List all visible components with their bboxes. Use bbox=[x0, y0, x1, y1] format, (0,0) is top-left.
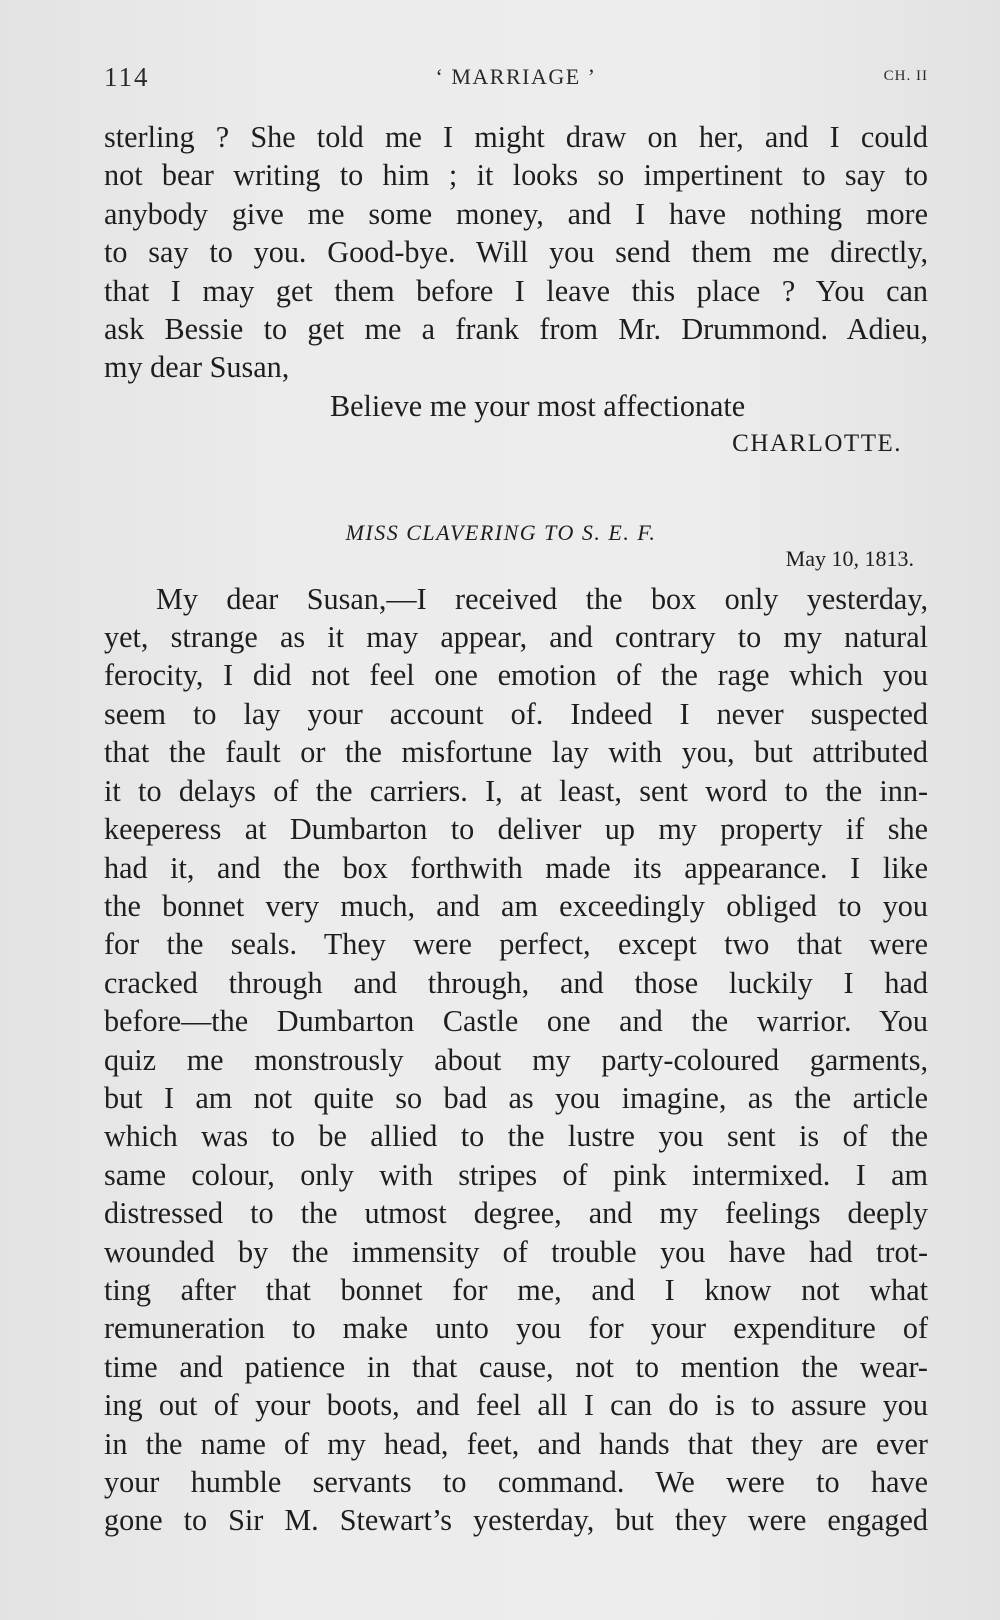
signature: CHARLOTTE. bbox=[732, 430, 902, 458]
valediction: Believe me your most affectionate bbox=[330, 388, 746, 423]
chapter-label: CH. II bbox=[883, 68, 928, 84]
text-line: cracked through and through, and those luckily I had bbox=[104, 965, 928, 1000]
letter-body bbox=[104, 580, 928, 1540]
text-line: seem to lay your account of. Indeed I never suspected bbox=[104, 696, 928, 731]
text-line: quiz me monstrously about my party-coloured garments, bbox=[104, 1042, 928, 1077]
text-line: before—the Dumbarton Castle one and the warrior. You bbox=[104, 1004, 928, 1039]
letter-heading: MISS CLAVERING TO S. E. F. bbox=[345, 519, 657, 545]
text-line: the bonnet very much, and am exceedingly obliged to you bbox=[104, 888, 928, 923]
text-line: gone to Sir M. Stewart’s yesterday, but they were engaged bbox=[104, 1503, 928, 1538]
text-line: for the seals. They were perfect, except two that were bbox=[104, 927, 928, 962]
letter-continuation bbox=[104, 118, 928, 387]
letter-closing bbox=[104, 387, 928, 464]
text-line: ing out of your boots, and feel all I can do is to assure you bbox=[104, 1388, 928, 1423]
text-line: in the name of my head, feet, and hands that they are ever bbox=[104, 1426, 928, 1461]
text-line: anybody give me some money, and I have nothing more bbox=[104, 196, 928, 231]
page-number: 114 bbox=[104, 62, 150, 92]
text-line: wounded by the immensity of trouble you have had trot- bbox=[104, 1234, 928, 1269]
text-line: my dear Susan, bbox=[104, 350, 290, 385]
text-line: which was to be allied to the lustre you sent is of the bbox=[104, 1119, 928, 1154]
text-line: ask Bessie to get me a frank from Mr. Drummond. Adieu, bbox=[104, 312, 928, 347]
running-title: ‘ MARRIAGE ’ bbox=[435, 64, 597, 89]
text-line: keeperess at Dumbarton to deliver up my property if she bbox=[104, 812, 928, 847]
text-line: that I may get them before I leave this place ? You can bbox=[104, 273, 928, 308]
text-line: distressed to the utmost degree, and my feelings deeply bbox=[104, 1196, 928, 1231]
text-line: sterling ? She told me I might draw on her, and I could bbox=[104, 120, 928, 154]
text-line: your humble servants to command. We were to have bbox=[104, 1465, 928, 1499]
text-line: My dear Susan,—I received the box only yesterday, bbox=[156, 581, 928, 616]
text-line: had it, and the box forthwith made its appearance. I like bbox=[104, 850, 928, 885]
text-line: to say to you. Good-bye. Will you send them me directly, bbox=[104, 235, 928, 270]
letter-date: May 10, 1813. bbox=[785, 545, 914, 571]
text-line: ting after that bonnet for me, and I know not what bbox=[104, 1272, 928, 1307]
text-line: yet, strange as it may appear, and contrary to my natural bbox=[104, 620, 928, 655]
text-line: that the fault or the misfortune lay with you, but attributed bbox=[104, 735, 928, 770]
text-line: remuneration to make unto you for your expenditure of bbox=[104, 1311, 928, 1346]
running-header bbox=[104, 60, 928, 100]
text-line: same colour, only with stripes of pink intermixed. I am bbox=[104, 1157, 928, 1192]
text-line: but I am not quite so bad as you imagine, as the article bbox=[104, 1080, 928, 1115]
text-line: it to delays of the carriers. I, at least, sent word to the inn- bbox=[104, 773, 928, 808]
text-line: time and patience in that cause, not to mention the wear- bbox=[104, 1349, 928, 1384]
text-line: ferocity, I did not feel one emotion of the rage which you bbox=[104, 658, 928, 693]
text-line: not bear writing to him ; it looks so impertinent to say to bbox=[104, 158, 928, 193]
